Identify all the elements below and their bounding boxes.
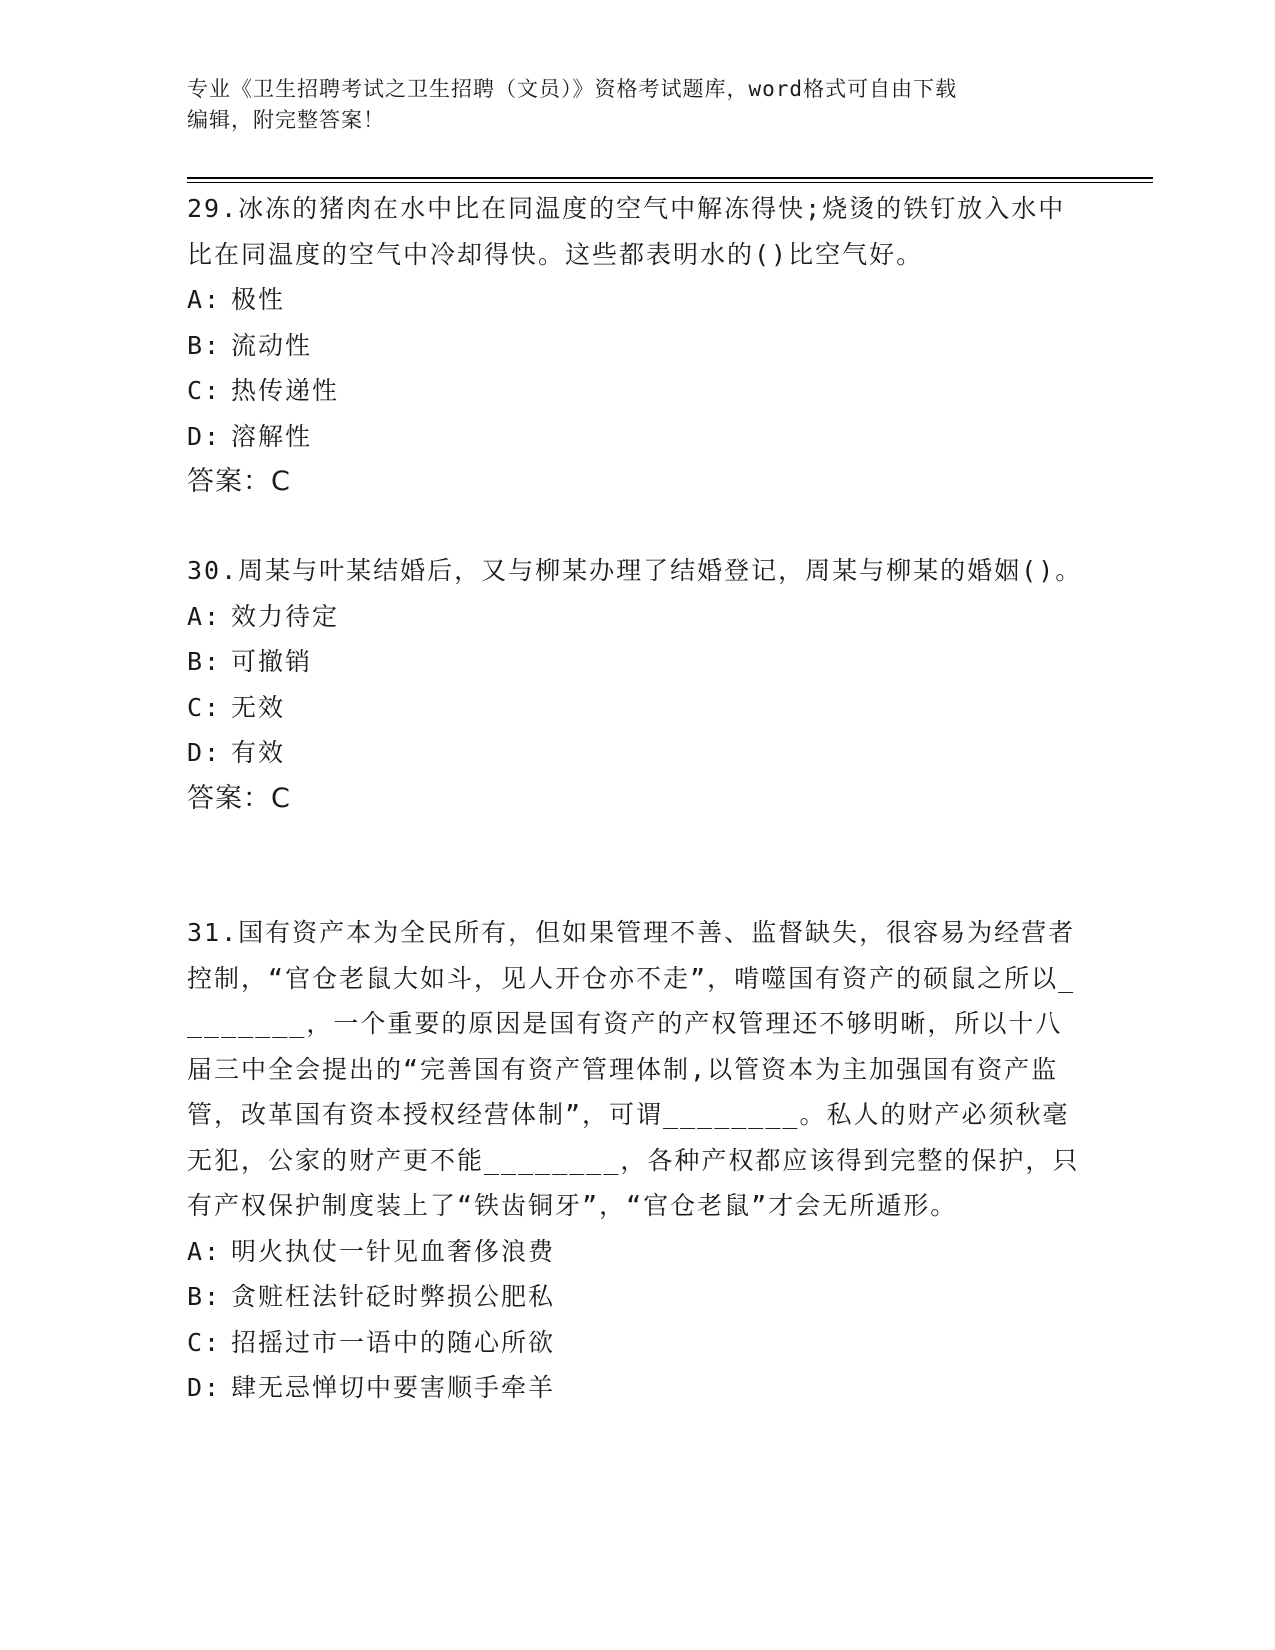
option-key: C:	[187, 376, 222, 405]
option-key: A:	[187, 285, 222, 314]
option-d	[187, 414, 1087, 460]
option-key: D:	[187, 421, 222, 451]
option-b	[187, 323, 1087, 369]
question-29	[187, 186, 1087, 504]
option-key: B:	[187, 1282, 222, 1311]
option-key: D:	[187, 738, 222, 767]
option-a	[187, 1229, 1087, 1275]
question-31	[187, 910, 1087, 1411]
option-key: C:	[187, 692, 222, 722]
option-text: 明火执仗一针见血奢侈浪费	[231, 1236, 556, 1266]
option-key: A:	[187, 1236, 222, 1266]
option-text: 招摇过市一语中的随心所欲	[231, 1327, 556, 1357]
question-stem: 29.冰冻的猪肉在水中比在同温度的空气中解冻得快;烧烫的铁钉放入水中比在同温度的空气中冷却得快。这些都表明水的()比空气好。	[187, 194, 1066, 269]
option-d	[187, 1365, 1087, 1411]
option-text: 有效	[231, 738, 286, 767]
option-key: C:	[187, 1327, 222, 1357]
option-a	[187, 277, 1087, 323]
option-key: B:	[187, 647, 222, 676]
option-c	[187, 1320, 1087, 1366]
question-30	[187, 548, 1087, 821]
option-c	[187, 368, 1087, 414]
header-line-2: 编辑，附完整答案！	[187, 108, 385, 132]
option-text: 溶解性	[231, 421, 313, 451]
option-text: 贪赃枉法针砭时弊损公肥私	[231, 1282, 556, 1311]
question-stem: 30.周某与叶某结婚后，又与柳某办理了结婚登记，周某与柳某的婚姻()。	[187, 556, 1083, 585]
option-a	[187, 594, 1087, 640]
option-c	[187, 685, 1087, 731]
question-stem: 31.国有资产本为全民所有，但如果管理不善、监督缺失，很容易为经营者控制，“官仓老鼠大如斗，见人开仓亦不走”，啃噬国有资产的硕鼠之所以________，一个重要的原因是国有资产的产权管理还不够明晰，所以十八届三中全会提出的“完善国有资产管理体制,以管资本为主加强国有资产监管，改革国有资本授权经营体制”，可谓________。私人的财产必须秋毫无犯，公家的财产更不能________，各种产权都应该得到完整的保护，只有产权保护制度装上了“铁齿铜牙”，“官仓老鼠”才会无所遁形。	[187, 918, 1080, 1220]
header-line-1: 专业《卫生招聘考试之卫生招聘（文员）》资格考试题库，word格式可自由下载	[187, 77, 958, 101]
header-rule-thick	[187, 177, 1153, 179]
option-b	[187, 639, 1087, 685]
option-text: 无效	[231, 692, 286, 722]
option-key: B:	[187, 330, 222, 360]
option-key: A:	[187, 601, 222, 631]
option-text: 流动性	[231, 330, 313, 360]
option-text: 可撤销	[231, 647, 313, 676]
option-text: 效力待定	[231, 601, 340, 631]
header-rule-thin	[187, 182, 1153, 183]
option-text: 肆无忌惮切中要害顺手牵羊	[231, 1373, 556, 1402]
option-text: 热传递性	[231, 376, 340, 405]
answer-line: 答案：C	[187, 782, 291, 814]
option-text: 极性	[231, 285, 286, 314]
option-key: D:	[187, 1373, 222, 1402]
option-d	[187, 730, 1087, 776]
answer-line: 答案：C	[187, 466, 291, 497]
option-b	[187, 1274, 1087, 1320]
document-header	[187, 74, 1067, 136]
